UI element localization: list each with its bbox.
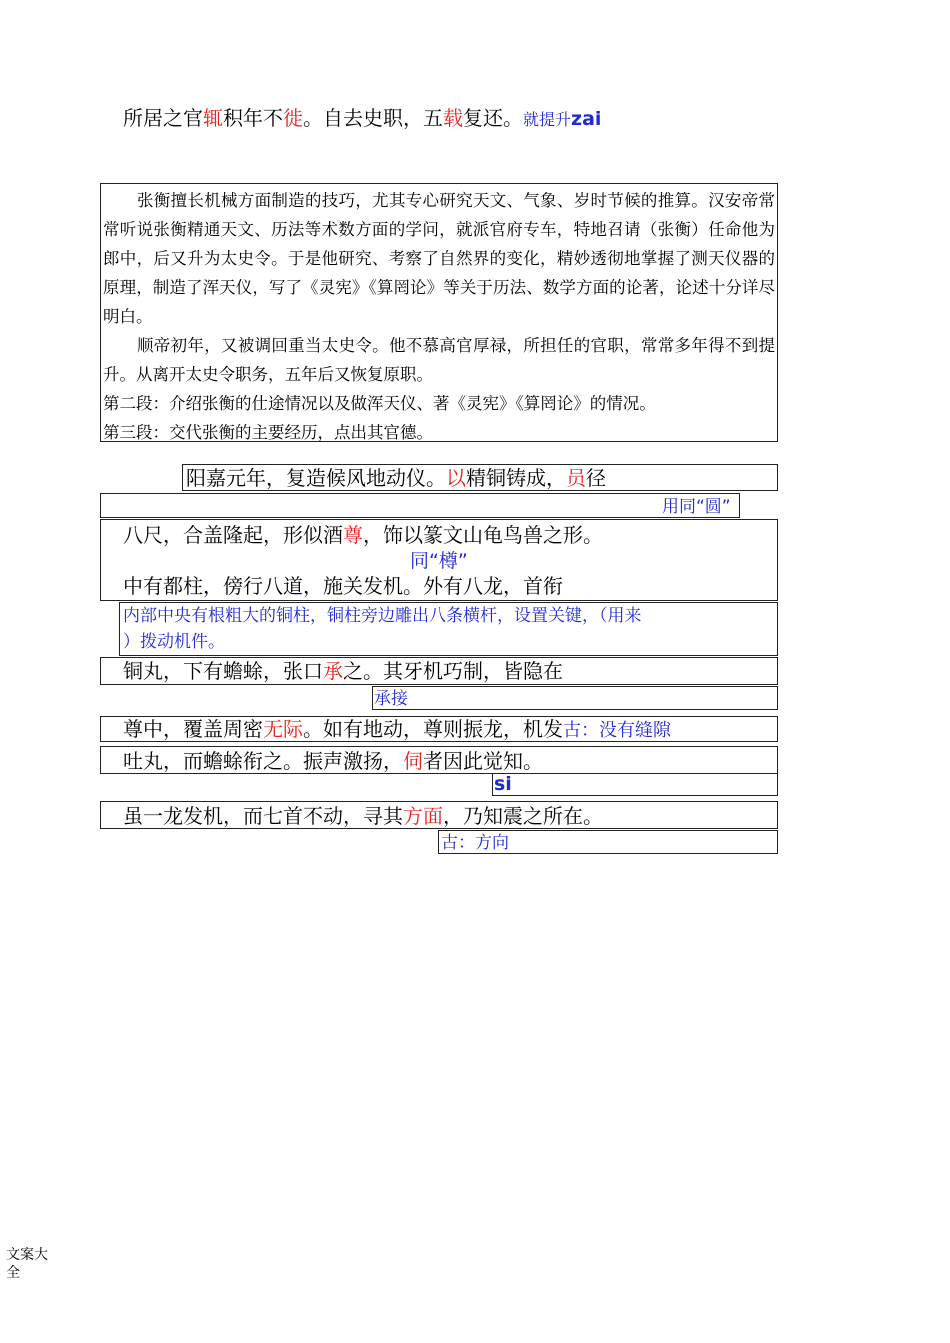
keyword-highlight: 方面 — [403, 804, 443, 828]
text-line-3: 中有都柱，傍行八道，施关发机。外有八龙，首衔 — [123, 574, 563, 598]
footer-line: 全 — [6, 1265, 20, 1281]
keyword-highlight: 伺 — [403, 749, 423, 773]
translation-paragraph-2: 顺帝初年，又被调回重当太史令。他不慕高官厚禄，所担任的官职，常常多年得不到提升。从离开太史令职务，五年后又恢复原职。 — [103, 336, 775, 384]
note-row-box — [492, 773, 778, 796]
paragraph-summary-2: 第二段：介绍张衡的仕途情况以及做浑天仪、著《灵宪》《算罔论》的情况。 — [103, 394, 656, 413]
text-segment: 。自去史职，五 — [303, 106, 443, 130]
annotation-note: 古：方向 — [441, 833, 509, 853]
keyword-highlight: 以 — [446, 466, 466, 490]
annotation-note: ）拨动机件。 — [123, 632, 225, 652]
text-line-7 — [123, 804, 603, 828]
annotation-note: 用同“圆” — [662, 497, 731, 517]
annotation-note: 古：没有缝隙 — [563, 720, 671, 741]
pinyin-note: zai — [571, 108, 602, 130]
text-line-6 — [123, 749, 543, 773]
text-segment: 复还。 — [463, 106, 523, 130]
top-sentence — [123, 106, 601, 132]
pinyin-note: si — [494, 773, 512, 795]
text-segment: 精铜铸成， — [466, 466, 566, 490]
translation-box — [100, 183, 778, 442]
keyword-highlight: 员 — [566, 466, 586, 490]
keyword-highlight: 尊 — [343, 523, 363, 547]
annotation-note: 承接 — [374, 689, 408, 709]
text-segment: 所居之官 — [123, 106, 203, 130]
text-segment: 者因此觉知。 — [423, 749, 543, 773]
text-segment: 。如有地动，尊则振龙，机发 — [303, 717, 563, 741]
text-segment: 吐丸，而蟾蜍衔之。振声激扬， — [123, 749, 403, 773]
annotation-note: 就提升 — [523, 110, 572, 129]
text-segment: ，乃知震之所在。 — [443, 804, 603, 828]
text-segment: 之。其牙机巧制，皆隐在 — [343, 659, 563, 683]
text-line-2 — [123, 523, 603, 547]
annotation-note: 同“樽” — [410, 550, 468, 572]
translation-paragraph-1: 张衡擅长机械方面制造的技巧，尤其专心研究天文、气象、岁时节候的推算。汉安帝常常听说张衡精通天文、历法等术数方面的学问，就派官府专车，特地召请（张衡）任命他为郎中，后又升为太史令。于是他研究、考察了自然界的变化，精妙透彻地掌握了测天仪器的原理，制造了浑天仪，写了《灵宪》《算罔论》等关于历法、数学方面的论著，论述十分详尽明白。 — [103, 191, 775, 326]
text-segment: 八尺，合盖隆起，形似酒 — [123, 523, 343, 547]
keyword-highlight: 徙 — [283, 106, 303, 130]
note-row-box — [100, 493, 740, 518]
keyword-highlight: 承 — [323, 659, 343, 683]
text-segment: 阳嘉元年，复造候风地动仪。 — [186, 466, 446, 490]
text-line-4 — [123, 659, 563, 683]
paragraph-summary-3: 第三段：交代张衡的主要经历，点出其官德。 — [103, 423, 433, 442]
text-segment: ，饰以篆文山龟鸟兽之形。 — [363, 523, 603, 547]
note-row-box — [372, 686, 778, 710]
footer-line: 文案大 — [6, 1247, 48, 1263]
keyword-highlight: 辄 — [203, 106, 223, 130]
text-segment: 径 — [586, 466, 606, 490]
text-segment: 积年不 — [223, 106, 283, 130]
text-segment: 虽一龙发机，而七首不动，寻其 — [123, 804, 403, 828]
text-line-5 — [123, 717, 671, 743]
footer-text — [6, 1246, 48, 1282]
keyword-highlight: 载 — [443, 106, 463, 130]
text-segment: 尊中，覆盖周密 — [123, 717, 263, 741]
text-line-1 — [186, 466, 606, 490]
annotation-note: 内部中央有根粗大的铜柱，铜柱旁边雕出八条横杆，设置关键，（用来 — [123, 606, 642, 626]
text-segment: 铜丸，下有蟾蜍，张口 — [123, 659, 323, 683]
keyword-highlight: 无际 — [263, 717, 303, 741]
